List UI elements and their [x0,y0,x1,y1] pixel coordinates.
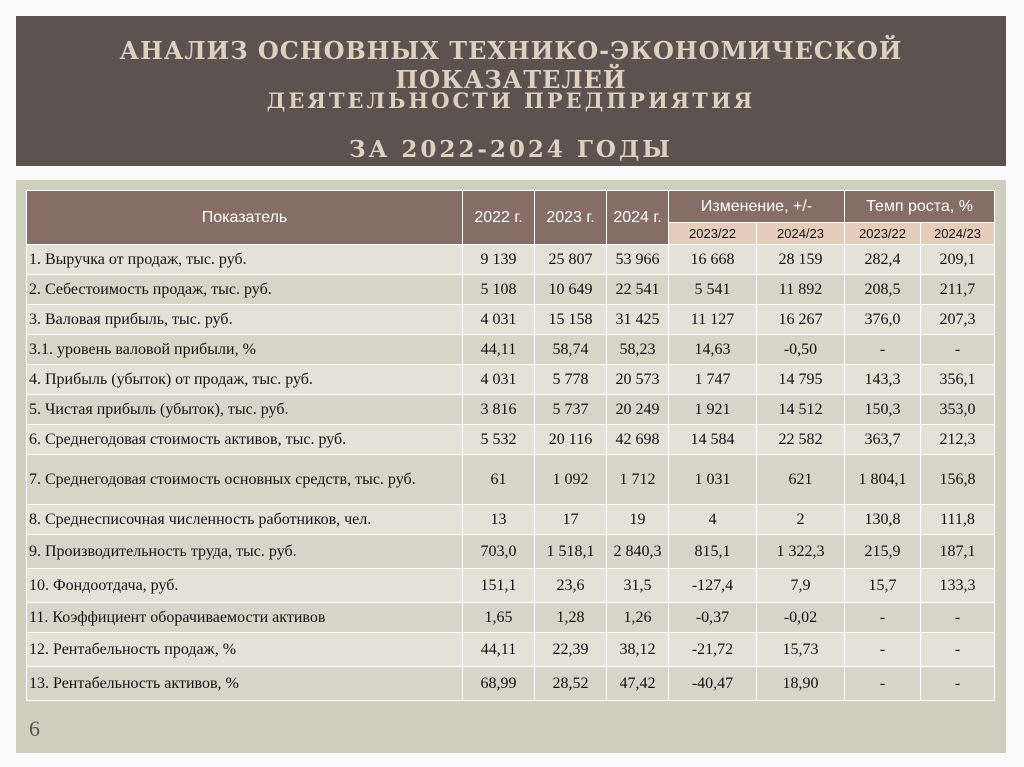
header-growth-2024-23: 2024/23 [921,223,995,245]
row-value-cell: 151,1 [463,569,535,603]
row-value-cell: -0,37 [669,603,757,633]
row-value-cell: 4 031 [463,365,535,395]
row-value-cell: 4 [669,505,757,535]
row-value-cell: 353,0 [921,395,995,425]
row-value-cell: 23,6 [535,569,607,603]
row-value-cell: 282,4 [845,245,921,275]
header-change-2023-22: 2023/22 [669,223,757,245]
row-value-cell: - [845,335,921,365]
row-value-cell: 130,8 [845,505,921,535]
row-value-cell: 14 584 [669,425,757,455]
row-value-cell: 7,9 [757,569,845,603]
row-value-cell: 9 139 [463,245,535,275]
header-change-2024-23: 2024/23 [757,223,845,245]
row-value-cell: - [845,633,921,667]
row-value-cell: 1,26 [607,603,669,633]
row-value-cell: 20 573 [607,365,669,395]
row-value-cell: 1 031 [669,455,757,505]
table-row [27,395,995,425]
row-value-cell: 363,7 [845,425,921,455]
row-indicator-name: 8. Среднесписочная численность работников, чел. [27,505,463,535]
row-value-cell: - [845,603,921,633]
table-row [27,667,995,701]
row-value-cell: 209,1 [921,245,995,275]
table-row [27,535,995,569]
row-value-cell: 47,42 [607,667,669,701]
indicators-table [26,190,995,701]
row-value-cell: 14 512 [757,395,845,425]
row-value-cell: 1 712 [607,455,669,505]
title-line-3: ЗА 2022-2024 ГОДЫ [349,136,673,163]
row-value-cell: - [921,335,995,365]
header-2023: 2023 г. [535,191,607,245]
row-value-cell: 58,23 [607,335,669,365]
row-value-cell: 150,3 [845,395,921,425]
header-growth: Темп роста, % [845,191,995,223]
title-banner [16,16,1006,166]
table-row [27,603,995,633]
row-indicator-name: 2. Себестоимость продаж, тыс. руб. [27,275,463,305]
table-row [27,425,995,455]
row-value-cell: 16 668 [669,245,757,275]
row-value-cell: 5 737 [535,395,607,425]
table-row [27,633,995,667]
row-value-cell: 3 816 [463,395,535,425]
row-value-cell: 15,73 [757,633,845,667]
row-value-cell: 19 [607,505,669,535]
table-row [27,505,995,535]
row-value-cell: 15 158 [535,305,607,335]
row-value-cell: 58,74 [535,335,607,365]
row-value-cell: 17 [535,505,607,535]
row-value-cell: 212,3 [921,425,995,455]
row-value-cell: 44,11 [463,633,535,667]
row-value-cell: 11 127 [669,305,757,335]
row-value-cell: 703,0 [463,535,535,569]
row-value-cell: 4 031 [463,305,535,335]
row-value-cell: 31 425 [607,305,669,335]
row-value-cell: 20 249 [607,395,669,425]
row-indicator-name: 13. Рентабельность активов, % [27,667,463,701]
row-indicator-name: 1. Выручка от продаж, тыс. руб. [27,245,463,275]
row-value-cell: -127,4 [669,569,757,603]
row-value-cell: 143,3 [845,365,921,395]
table-panel [16,180,1006,753]
table-row [27,275,995,305]
table-row [27,245,995,275]
header-indicator: Показатель [27,191,463,245]
row-value-cell: 376,0 [845,305,921,335]
table-row [27,569,995,603]
row-value-cell: 5 541 [669,275,757,305]
row-value-cell: 215,9 [845,535,921,569]
row-value-cell: 31,5 [607,569,669,603]
row-value-cell: 156,8 [921,455,995,505]
header-growth-2023-22: 2023/22 [845,223,921,245]
row-value-cell: 15,7 [845,569,921,603]
row-value-cell: 356,1 [921,365,995,395]
row-value-cell: 22 541 [607,275,669,305]
table-row [27,455,995,505]
row-value-cell: 28,52 [535,667,607,701]
row-value-cell: 1,65 [463,603,535,633]
row-value-cell: 1 518,1 [535,535,607,569]
row-value-cell: 133,3 [921,569,995,603]
row-value-cell: 53 966 [607,245,669,275]
row-value-cell: 68,99 [463,667,535,701]
row-value-cell: 44,11 [463,335,535,365]
row-value-cell: 25 807 [535,245,607,275]
row-indicator-name: 3. Валовая прибыль, тыс. руб. [27,305,463,335]
row-indicator-name: 5. Чистая прибыль (убыток), тыс. руб. [27,395,463,425]
row-value-cell: 20 116 [535,425,607,455]
table-row [27,335,995,365]
row-value-cell: 208,5 [845,275,921,305]
row-value-cell: 2 840,3 [607,535,669,569]
row-value-cell: 211,7 [921,275,995,305]
row-value-cell: 42 698 [607,425,669,455]
row-value-cell: - [921,633,995,667]
row-value-cell: 22,39 [535,633,607,667]
row-value-cell: 1,28 [535,603,607,633]
row-value-cell: 1 092 [535,455,607,505]
header-2024: 2024 г. [607,191,669,245]
row-indicator-name: 12. Рентабельность продаж, % [27,633,463,667]
header-change: Изменение, +/- [669,191,845,223]
row-value-cell: 2 [757,505,845,535]
row-value-cell: 13 [463,505,535,535]
row-indicator-name: 10. Фондоотдача, руб. [27,569,463,603]
row-value-cell: 187,1 [921,535,995,569]
row-value-cell: 10 649 [535,275,607,305]
row-indicator-name: 3.1. уровень валовой прибыли, % [27,335,463,365]
row-value-cell: 207,3 [921,305,995,335]
row-value-cell: 18,90 [757,667,845,701]
row-value-cell: 61 [463,455,535,505]
row-indicator-name: 11. Коэффициент оборачиваемости активов [27,603,463,633]
row-indicator-name: 7. Среднегодовая стоимость основных средств, тыс. руб. [27,455,463,505]
row-value-cell: - [921,667,995,701]
row-value-cell: 14 795 [757,365,845,395]
row-value-cell: -21,72 [669,633,757,667]
row-value-cell: 5 108 [463,275,535,305]
row-value-cell: 28 159 [757,245,845,275]
row-value-cell: -0,02 [757,603,845,633]
row-value-cell: 38,12 [607,633,669,667]
row-value-cell: 815,1 [669,535,757,569]
row-value-cell: 16 267 [757,305,845,335]
row-value-cell: 1 804,1 [845,455,921,505]
table-row [27,305,995,335]
row-value-cell: 111,8 [921,505,995,535]
row-value-cell: 1 921 [669,395,757,425]
row-value-cell: 1 747 [669,365,757,395]
row-value-cell: -0,50 [757,335,845,365]
page-number: 6 [29,716,40,741]
row-value-cell: 22 582 [757,425,845,455]
row-value-cell: -40,47 [669,667,757,701]
header-2022: 2022 г. [463,191,535,245]
row-indicator-name: 9. Производительность труда, тыс. руб. [27,535,463,569]
table-body [27,245,995,701]
row-value-cell: - [845,667,921,701]
row-indicator-name: 6. Среднегодовая стоимость активов, тыс. руб. [27,425,463,455]
row-value-cell: 1 322,3 [757,535,845,569]
row-value-cell: 5 532 [463,425,535,455]
row-indicator-name: 4. Прибыль (убыток) от продаж, тыс. руб. [27,365,463,395]
row-value-cell: 621 [757,455,845,505]
row-value-cell: - [921,603,995,633]
row-value-cell: 5 778 [535,365,607,395]
row-value-cell: 14,63 [669,335,757,365]
row-value-cell: 11 892 [757,275,845,305]
title-line-1: АНАЛИЗ ОСНОВНЫХ ТЕХНИКО-ЭКОНОМИЧЕСКОЙ ПОКАЗАТЕЛЕЙ [119,36,903,94]
title-line-2: ДЕЯТЕЛЬНОСТИ ПРЕДПРИЯТИЯ [266,88,756,113]
table-row [27,365,995,395]
